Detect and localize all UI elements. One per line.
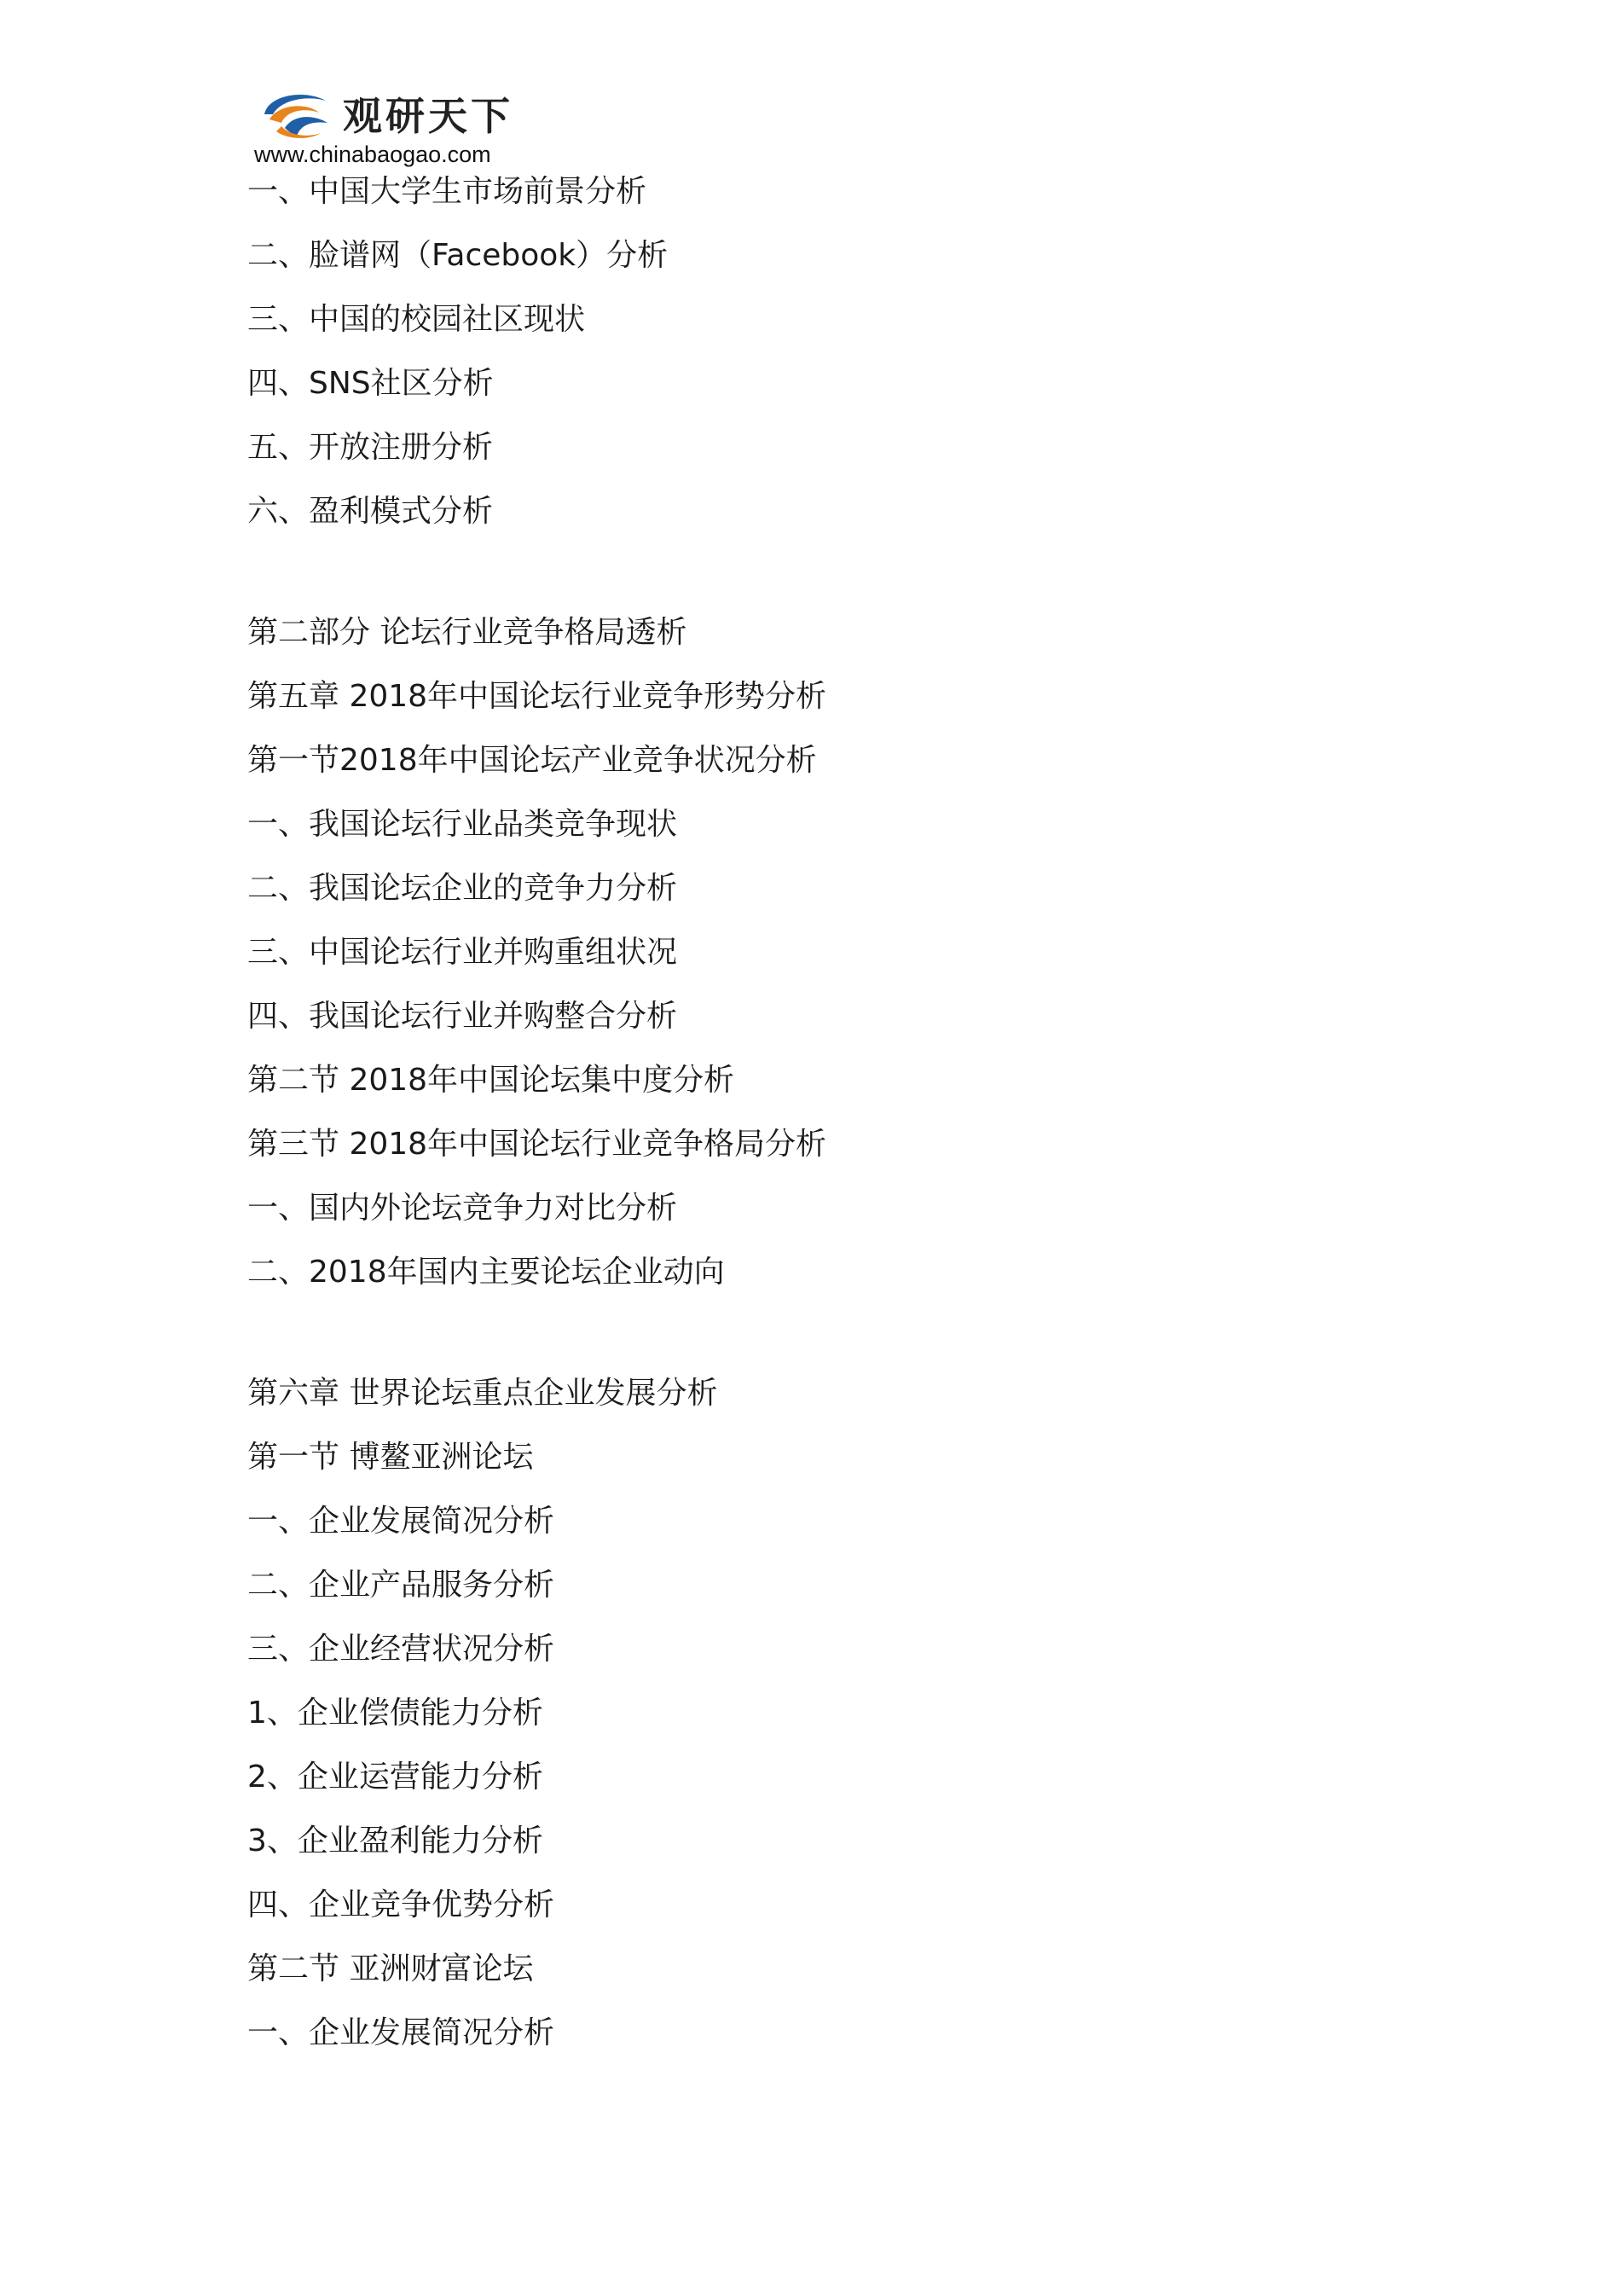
toc-item: 二、企业产品服务分析 — [247, 1568, 555, 1603]
toc-chapter-heading: 第五章 2018年中国论坛行业竞争形势分析 — [247, 679, 827, 714]
toc-item: 二、2018年国内主要论坛企业动向 — [247, 1255, 725, 1290]
toc-section-heading: 第三节 2018年中国论坛行业竞争格局分析 — [247, 1127, 827, 1162]
toc-item: 三、企业经营状况分析 — [247, 1632, 555, 1667]
toc-item: 四、我国论坛行业并购整合分析 — [247, 999, 678, 1034]
toc-item: 四、企业竞争优势分析 — [247, 1887, 555, 1922]
toc-item: 四、SNS社区分析 — [247, 366, 494, 401]
toc-section-heading: 第二节 亚洲财富论坛 — [247, 1951, 534, 1986]
logo-url: www.chinabaogao.com — [254, 142, 491, 167]
toc-item: 一、国内外论坛竞争力对比分析 — [247, 1191, 678, 1226]
toc-subitem: 1、企业偿债能力分析 — [247, 1696, 543, 1731]
toc-section-heading: 第二节 2018年中国论坛集中度分析 — [247, 1063, 735, 1098]
toc-section-heading: 第一节2018年中国论坛产业竞争状况分析 — [247, 743, 817, 778]
toc-section-heading: 第一节 博鳌亚洲论坛 — [247, 1440, 534, 1475]
toc-item: 一、企业发展简况分析 — [247, 2015, 555, 2050]
toc-item: 三、中国的校园社区现状 — [247, 302, 586, 337]
toc-item: 六、盈利模式分析 — [247, 494, 494, 529]
toc-item: 五、开放注册分析 — [247, 430, 494, 465]
toc-item: 一、企业发展简况分析 — [247, 1504, 555, 1539]
toc-item: 二、我国论坛企业的竞争力分析 — [247, 871, 678, 906]
toc-item: 一、我国论坛行业品类竞争现状 — [247, 807, 678, 842]
logo-text: 观研天下 — [343, 93, 513, 139]
toc-item: 二、脸谱网（Facebook）分析 — [247, 238, 669, 273]
toc-subitem: 3、企业盈利能力分析 — [247, 1823, 543, 1858]
toc-item: 三、中国论坛行业并购重组状况 — [247, 935, 678, 970]
toc-item: 一、中国大学生市场前景分析 — [247, 174, 647, 209]
toc-part-heading: 第二部分 论坛行业竞争格局透析 — [247, 615, 687, 650]
toc-chapter-heading: 第六章 世界论坛重点企业发展分析 — [247, 1376, 718, 1411]
toc-subitem: 2、企业运营能力分析 — [247, 1760, 543, 1794]
